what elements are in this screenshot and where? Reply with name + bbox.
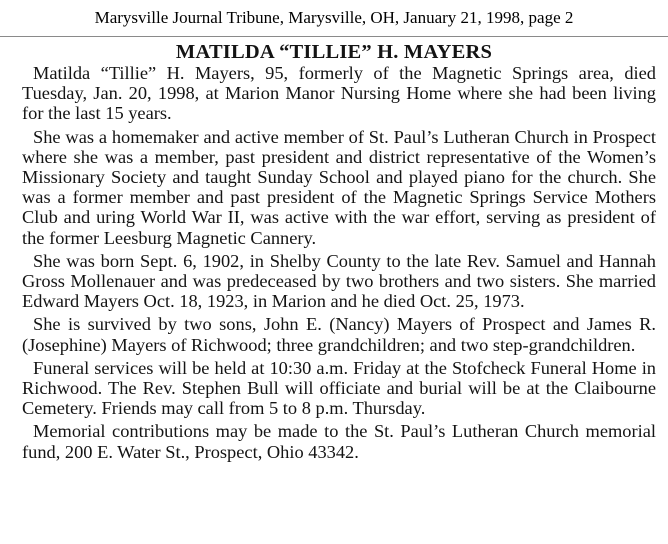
obituary-clipping xyxy=(0,36,668,544)
paragraph-memorial-contributions: Memorial contributions may be made to the St. Paul’s Lutheran Church memorial fund, 200 E. Water St., Prospect, Ohio 43342. xyxy=(22,421,656,462)
obituary-body xyxy=(22,63,656,462)
paragraph-church-activities: She was a homemaker and active member of St. Paul’s Lutheran Church in Prospect where she was a member, past president and district representative of the Women’s Missionary Society and taught Sunday School and played piano for the church. She was a former member and past president of the Magnetic Springs Service Mothers Club and uring World War II, was active with the war effort, serving as president of the former Leesburg Magnetic Cannery. xyxy=(22,126,656,248)
source-citation: Marysville Journal Tribune, Marysville, OH, January 21, 1998, page 2 xyxy=(94,8,574,27)
paragraph-death-notice: Matilda “Tillie” H. Mayers, 95, formerly of the Magnetic Springs area, died Tuesday, Jan. 20, 1998, at Marion Manor Nursing Home where she had been living for the last 15 years. xyxy=(22,63,656,124)
paragraph-survivors: She is survived by two sons, John E. (Nancy) Mayers of Prospect and James R. (Josephine) Mayers of Richwood; three grandchildren; and two step-grandchildren. xyxy=(22,314,656,355)
paragraph-funeral-services: Funeral services will be held at 10:30 a.m. Friday at the Stofcheck Funeral Home in Richwood. The Rev. Stephen Bull will officiate and burial will be at the Claibourne Cemetery. Friends may call from 5 to 8 p.m. Thursday. xyxy=(22,357,656,419)
paragraph-birth-marriage: She was born Sept. 6, 1902, in Shelby County to the late Rev. Samuel and Hannah Gross Mollenauer and was predeceased by two brothers and two sisters. She married Edward Mayers Oct. 18, 1923, in Marion and he died Oct. 25, 1973. xyxy=(22,250,656,312)
obituary-headline: MATILDA “TILLIE” H. MAYERS xyxy=(175,41,493,63)
